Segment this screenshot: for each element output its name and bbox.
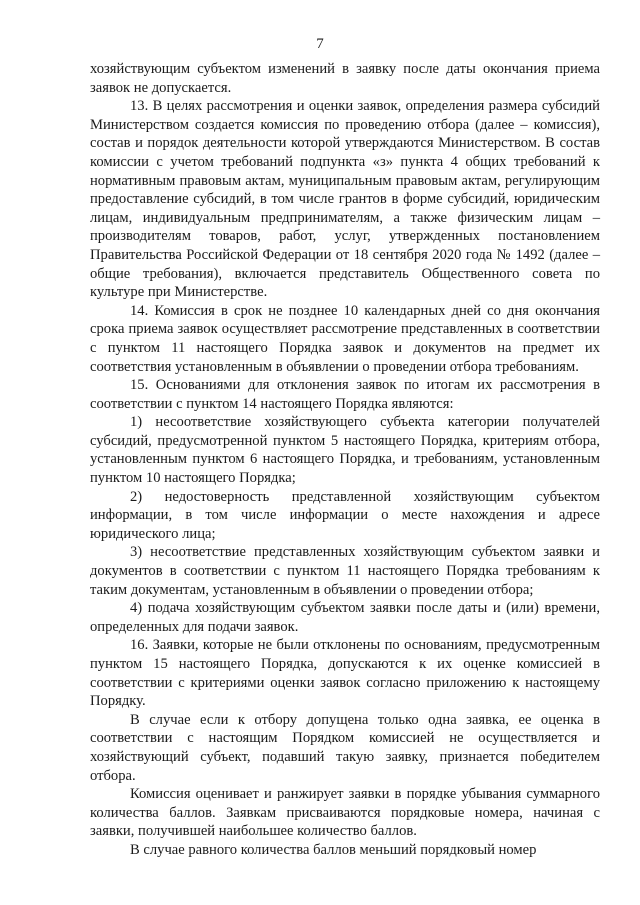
list-item-4: 4) подача хозяйствующим субъектом заявки после даты и (или) времени, определенных для подачи заявок. xyxy=(90,600,600,635)
list-item-2: 2) недостоверность представленной хозяйствующим субъектом информации, в том числе информации о месте нахождения и адресе юридического лица; xyxy=(90,488,600,542)
paragraph-equal-scores: В случае равного количества баллов меньший порядковый номер xyxy=(130,841,537,858)
list-item-1: 1) несоответствие хозяйствующего субъекта категории получателей субсидий, предусмотренной пунктом 5 настоящего Порядка, критериям отбора, установленным пунктом 6 настоящего Порядка, и требованиям, установленным пунктом 10 настоящего Порядка; xyxy=(90,414,600,487)
paragraph-13-commission: 13. В целях рассмотрения и оценки заявок, определения размера субсидий Министерством создается комиссия по проведению отбора (далее – комиссия), состав и порядок деятельности которой утверждаются Министерством. В состав комиссии с учетом требований подпункта «з» пункта 4 общих требований к нормативным правовым актам, муниципальным правовым актам, регулирующим предоставление субсидий, в том числе грантов в форме субсидий, юридическим лицам, индивидуальным предпринимателям, а также физическим лицам – производителям товаров, работ, услуг, утвержденных постановлением Правительства Российской Федерации от 18 сентября 2020 года № 1492 (далее – общие требования), включается представитель Общественного совета по культуре при Министерстве. xyxy=(90,98,600,301)
paragraph-single-application: В случае если к отбору допущена только одна заявка, ее оценка в соответствии с настоящим Порядком комиссией не осуществляется и хозяйствующий субъект, подавший такую заявку, признается победителем отбора. xyxy=(90,711,600,784)
paragraph-15-rejection-grounds: 15. Основаниями для отклонения заявок по итогам их рассмотрения в соответствии с пунктом 14 настоящего Порядка являются: xyxy=(90,377,600,412)
page-number: 7 xyxy=(316,36,324,52)
paragraph-14-review: 14. Комиссия в срок не позднее 10 календарных дней со дня окончания срока приема заявок осуществляет рассмотрение представленных в соответствии с пунктом 11 настоящего Порядка заявок и документов на предмет их соответствия установленным в объявлении о проведении отбора требованиям. xyxy=(90,302,600,375)
paragraph-continuation: хозяйствующим субъектом изменений в заявку после даты окончания приема заявок не допускается. xyxy=(90,61,600,96)
paragraph-16-admission: 16. Заявки, которые не были отклонены по основаниям, предусмотренным пунктом 15 настоящего Порядка, допускаются к их оценке комиссией в соответствии с критериями оценки заявок согласно приложению к настоящему Порядку. xyxy=(90,637,600,710)
paragraph-ranking: Комиссия оценивает и ранжирует заявки в порядке убывания суммарного количества баллов. Заявкам присваиваются порядковые номера, начиная с заявки, получившей наибольшее количество баллов. xyxy=(90,786,600,840)
list-item-3: 3) несоответствие представленных хозяйствующим субъектом заявки и документов в соответствии с пунктом 11 настоящего Порядка требованиям к таким документам, установленным в объявлении о проведении отбора; xyxy=(90,544,600,598)
document-body xyxy=(90,60,600,860)
